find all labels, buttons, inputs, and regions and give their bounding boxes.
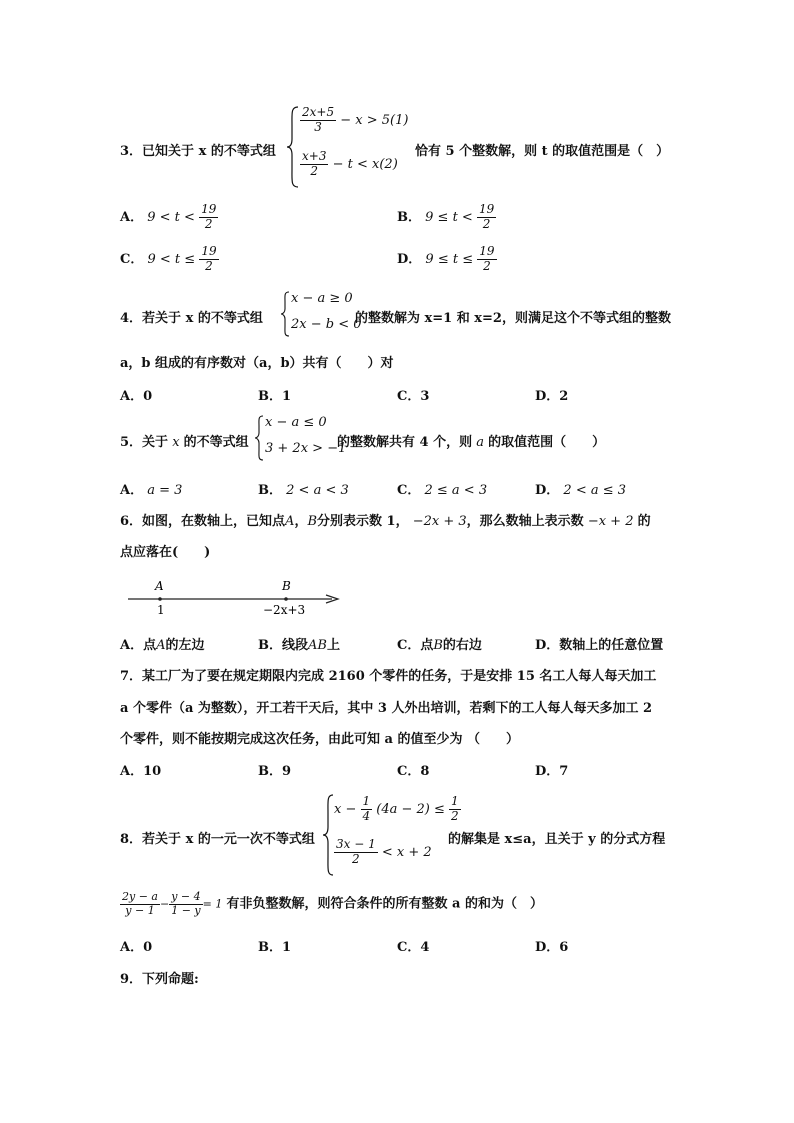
option-expr: 9 < t ≤ [147, 251, 196, 267]
option-var: AB [308, 638, 327, 653]
q3-stem-prefix: 3．已知关于 x 的不等式组 [120, 144, 276, 159]
option-label: B． [258, 483, 282, 498]
q3-l2-numerator: x+3 [302, 149, 327, 163]
q3-l1-denominator: 3 [314, 119, 322, 134]
q4-option-c: C．3 [397, 389, 430, 404]
q4-stem-suffix: 的整数解为 x=1 和 x=2，则满足这个不等式组的整数 [355, 311, 671, 326]
option-expr: 2 ≤ a < 3 [424, 483, 488, 498]
q7-option-a: A．10 [120, 764, 162, 779]
q8-l1-denominator: 4 [362, 808, 371, 823]
q5-text-c: 的整数解共有 4 个，则 [337, 435, 473, 450]
q5-option-d [535, 479, 626, 498]
option-numerator: 19 [479, 244, 495, 258]
q8-l2-denominator: 2 [352, 851, 360, 866]
q5-text-b: 的不等式组 [183, 435, 249, 450]
q7-option-d: D．7 [535, 764, 569, 779]
option-expr: 9 ≤ t ≤ [425, 251, 474, 267]
point-a-value: 1 [157, 603, 165, 617]
q8-l1-a: x − [334, 801, 357, 817]
q5-text-d: 的取值范围（ ） [488, 435, 606, 450]
q8-eq-denominator-1: y − 1 [125, 903, 155, 917]
option-numerator: 19 [201, 202, 217, 216]
q6-text-c: ，那么数轴上表示数 [466, 514, 584, 529]
q3-option-d [397, 245, 497, 274]
q6-expr-1: −2x + 3 [412, 514, 467, 529]
q6-expr-2: −x + 2 [587, 514, 634, 529]
q4-inequality-1: x − a ≥ 0 [291, 291, 353, 306]
q8-fraction-equation [120, 891, 543, 917]
q3-option-b [397, 203, 496, 232]
point-a-dot [158, 597, 162, 601]
option-denominator: 2 [482, 216, 491, 231]
option-expr: 9 ≤ t < [425, 209, 473, 225]
option-label: C． [397, 483, 421, 498]
q8-l2-b: < x + 2 [381, 844, 432, 860]
q4-option-b: B．1 [258, 389, 292, 404]
option-var: B [433, 638, 443, 653]
option-var: A [156, 638, 166, 653]
q7-stem-line2: a 个零件（a 为整数），开工若干天后，其中 3 人外出培训，若剩下的工人每人每天多加工 2 [120, 701, 653, 716]
option-label: A． [120, 209, 144, 225]
option-text: 的右边 [442, 638, 482, 653]
option-numerator: 19 [478, 202, 495, 216]
point-b-label: B [282, 579, 291, 593]
q6-stem-line2: 点应落在( ) [120, 545, 211, 560]
q3-option-a [120, 203, 218, 232]
q8-option-a: A．0 [120, 940, 153, 955]
q5-stem-suffix [337, 431, 605, 450]
q6-stem-line1 [120, 510, 651, 529]
q6-option-a [120, 634, 205, 653]
q5-option-b [258, 479, 349, 498]
q3-option-c [120, 245, 219, 274]
option-denominator: 2 [205, 258, 213, 273]
q8-option-b: B．1 [258, 940, 292, 955]
q5-stem-prefix [120, 431, 249, 450]
option-denominator: 2 [204, 216, 213, 231]
option-label: A． [120, 483, 144, 498]
option-text: 上 [326, 638, 340, 653]
q8-l2-numerator: 3x − 1 [336, 837, 376, 851]
option-expr: 2 < a < 3 [286, 483, 349, 498]
q6-separator: ， [294, 514, 308, 529]
option-expr: 2 < a ≤ 3 [563, 483, 627, 498]
q6-option-c [397, 634, 482, 653]
q8-option-c: C．4 [397, 940, 430, 955]
q7-option-b: B．9 [258, 764, 292, 779]
q3-inequality-1 [300, 106, 408, 135]
option-text: 的左边 [165, 638, 205, 653]
q6-option-d [535, 634, 663, 653]
q9-stem: 9．下列命题: [120, 972, 199, 987]
q8-l1-denominator-2: 2 [451, 808, 459, 823]
q3-l1-rest: − x > 5(1) [340, 112, 409, 128]
q8-option-d: D．6 [535, 940, 569, 955]
point-b-value: −2x+3 [263, 603, 306, 617]
q3-l2-denominator: 2 [310, 163, 319, 178]
q5-inequality-1: x − a ≤ 0 [265, 415, 327, 430]
q6-text-d: 的 [637, 514, 651, 529]
q8-inequality-1 [334, 795, 461, 824]
q4-inequality-2: 2x − b < 0 [291, 317, 362, 332]
option-text: D．数轴上的任意位置 [535, 638, 664, 653]
option-denominator: 2 [483, 258, 491, 273]
q8-eq-denominator-2: 1 − y [171, 903, 201, 917]
option-label: D． [397, 251, 422, 267]
q8-l1-b: (4a − 2) ≤ [376, 801, 445, 817]
option-text: C．点 [397, 638, 434, 653]
q3-brace [286, 105, 300, 189]
q3-stem-suffix: 恰有 5 个整数解，则 t 的取值范围是（ ） [415, 144, 670, 159]
point-a-label: A [155, 579, 164, 593]
q7-stem-line3: 个零件，则不能按期完成这次任务，由此可知 a 的值至少为 （ ） [120, 732, 520, 747]
q8-brace [322, 793, 334, 877]
q3-l2-rest: − t < x(2) [332, 156, 398, 172]
q4-option-d: D．2 [535, 389, 569, 404]
q4-option-a: A．0 [120, 389, 153, 404]
q6-text-b: 分别表示数 1， [317, 514, 409, 529]
option-expr: a = 3 [147, 483, 183, 498]
q6-point-a: A [285, 514, 295, 529]
q8-stem-line2: 有非负整数解，则符合条件的所有整数 a 的和为（ ） [226, 896, 543, 912]
q5-text-a: 5．关于 [120, 435, 169, 450]
q5-var-x: x [172, 435, 180, 450]
q7-option-c: C．8 [397, 764, 430, 779]
option-text: A．点 [120, 638, 157, 653]
q8-eq-minus: − [159, 897, 170, 911]
q8-l1-numerator: 1 [362, 794, 371, 808]
q8-stem-prefix: 8．若关于 x 的一元一次不等式组 [120, 832, 315, 847]
q5-inequality-2: 3 + 2x > −1 [265, 441, 347, 456]
q6-text-a: 6．如图，在数轴上，已知点 [120, 514, 286, 529]
option-label: B． [397, 209, 421, 225]
q5-option-a [120, 479, 182, 498]
q8-stem-suffix: 的解集是 x≤a，且关于 y 的分式方程 [448, 832, 666, 847]
option-expr: 9 < t < [147, 209, 195, 225]
q6-option-b [258, 634, 340, 653]
option-text: B．线段 [258, 638, 308, 653]
point-b-dot [284, 597, 288, 601]
q8-l1-numerator-2: 1 [451, 794, 459, 808]
q7-stem-line1: 7．某工厂为了要在规定期限内完成 2160 个零件的任务，于是安排 15 名工人每人每天加工 [120, 669, 657, 684]
q6-point-b: B [307, 514, 318, 529]
q8-eq-rest: = 1 [202, 897, 223, 911]
q8-eq-numerator-1: 2y − a [122, 890, 158, 903]
q5-brace [254, 415, 264, 461]
q4-brace [280, 291, 290, 337]
q5-var-a: a [476, 435, 485, 450]
option-label: C． [120, 251, 144, 267]
q6-number-line [120, 576, 350, 620]
q8-eq-numerator-2: y − 4 [171, 890, 201, 903]
q5-option-c [397, 479, 487, 498]
q3-inequality-2 [300, 150, 398, 179]
q4-stem-prefix: 4．若关于 x 的不等式组 [120, 311, 263, 326]
q8-inequality-2 [334, 838, 432, 867]
option-label: D． [535, 483, 560, 498]
q4-stem-line2: a，b 组成的有序数对（a，b）共有（ ）对 [120, 356, 394, 371]
q3-l1-numerator: 2x+5 [302, 105, 335, 119]
option-numerator: 19 [201, 244, 217, 258]
